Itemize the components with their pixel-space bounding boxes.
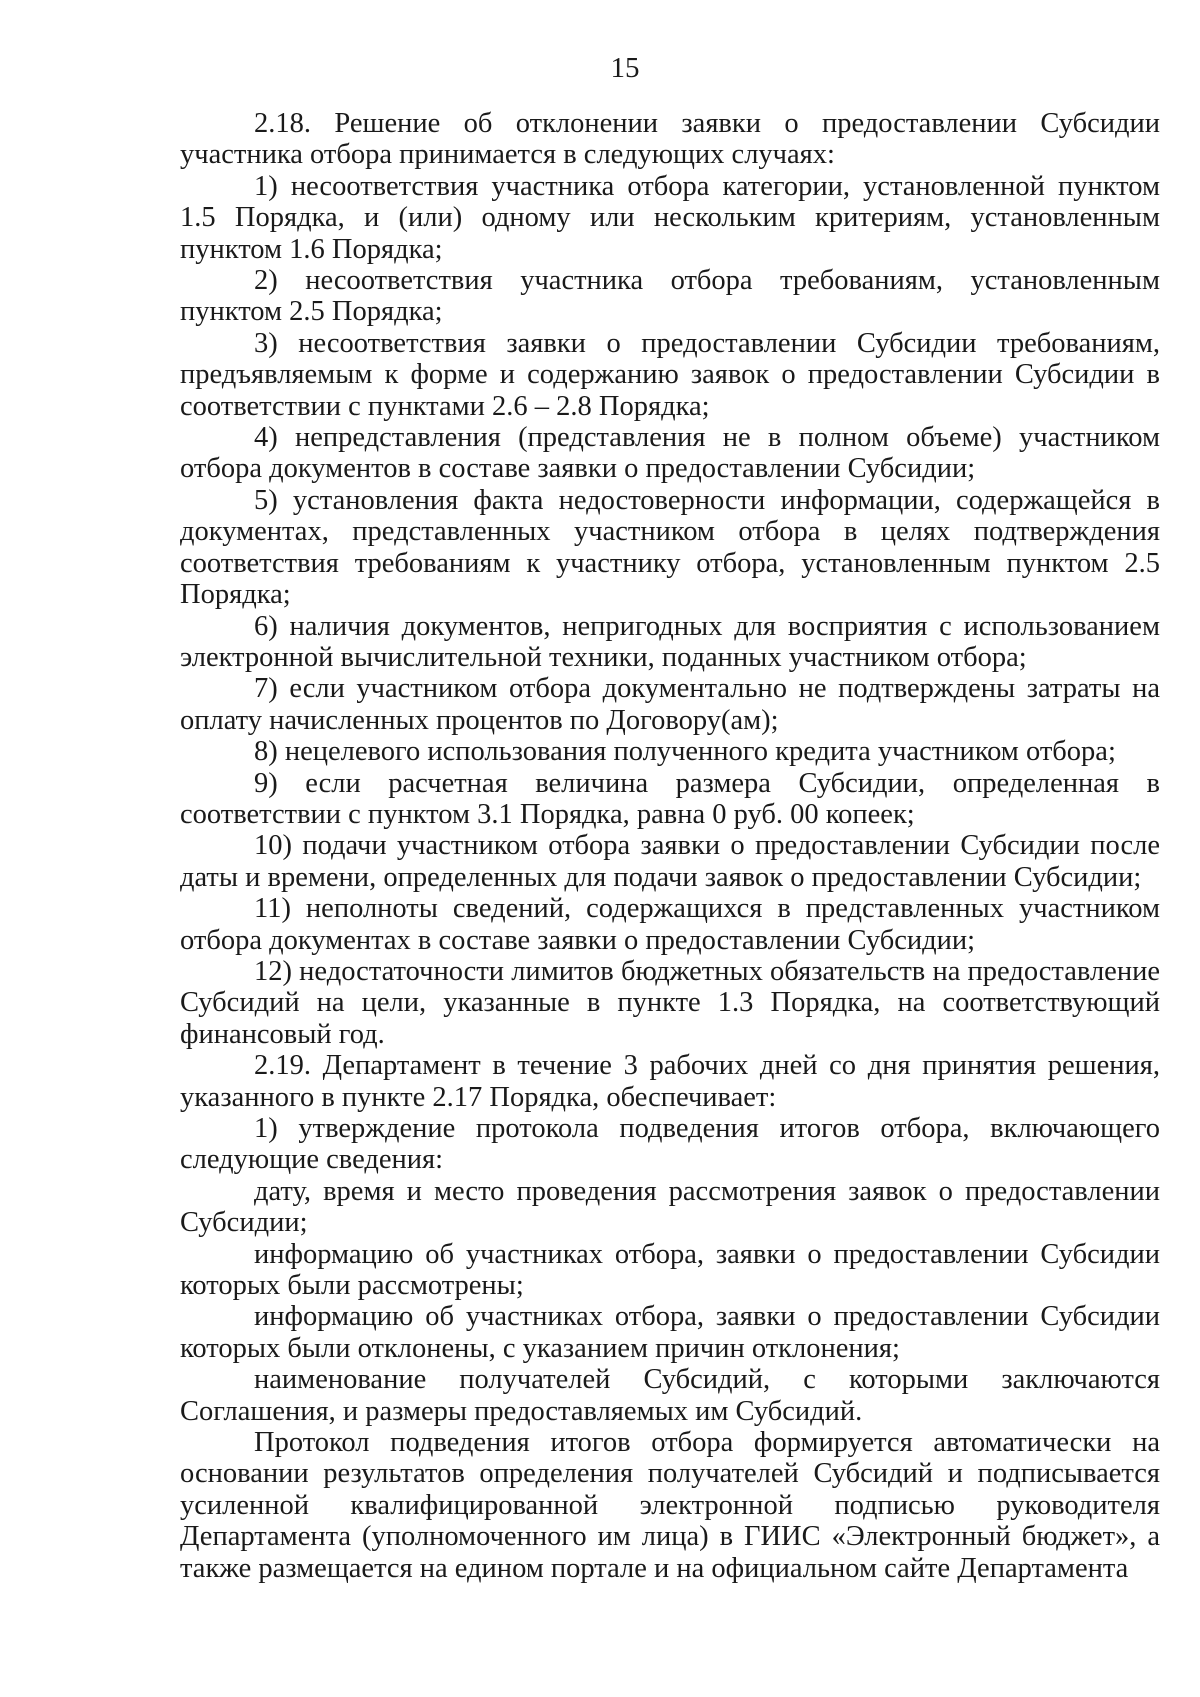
list-item: 2) несоответствия участника отбора требованиям, установленным пунктом 2.5 Порядка; [180,265,1160,328]
paragraph-protocol: Протокол подведения итогов отбора формируется автоматически на основании результатов определения получателей Субсидий и подписывается усиленной квалифицированной электронной подписью руководителя Департамента (уполномоченного им лица) в ГИИС «Электронный бюджет», а также размещается на едином портале и на официальном сайте Департамента [180,1427,1160,1584]
list-item: 11) неполноты сведений, содержащихся в представленных участником отбора документах в составе заявки о предоставлении Субсидии; [180,893,1160,956]
list-item: информацию об участниках отбора, заявки о предоставлении Субсидии которых были рассмотрены; [180,1238,1160,1302]
paragraph-2-19: 2.19. Департамент в течение 3 рабочих дней со дня принятия решения, указанного в пункте 2.17 Порядка, обеспечивает: [180,1050,1160,1113]
list-item: 1) утверждение протокола подведения итогов отбора, включающего следующие сведения: [180,1113,1160,1176]
paragraph-2-18: 2.18. Решение об отклонении заявки о предоставлении Субсидии участника отбора принимается в следующих случаях: [180,108,1160,171]
list-item: 12) недостаточности лимитов бюджетных обязательств на предоставление Субсидий на цели, указанные в пункте 1.3 Порядка, на соответствующий финансовый год. [180,955,1160,1050]
list-item: 4) непредставления (представления не в полном объеме) участником отбора документов в составе заявки о предоставлении Субсидии; [180,422,1160,485]
list-item: 9) если расчетная величина размера Субсидии, определенная в соответствии с пунктом 3.1 Порядка, равна 0 руб. 00 копеек; [180,767,1160,830]
list-item: 6) наличия документов, непригодных для восприятия с использованием электронной вычислительной техники, поданных участником отбора; [180,610,1160,673]
page-number: 15 [610,52,640,84]
document-body [180,108,1160,1584]
list-item: дату, время и место проведения рассмотрения заявок о предоставлении Субсидии; [180,1175,1160,1239]
list-item: 5) установления факта недостоверности информации, содержащейся в документах, представленных участником отбора в целях подтверждения соответствия требованиям к участнику отбора, установленным пунктом 2.5 Порядка; [180,484,1160,611]
list-item: 3) несоответствия заявки о предоставлении Субсидии требованиям, предъявляемым к форме и содержанию заявок о предоставлении Субсидии в соответствии с пунктами 2.6 – 2.8 Порядка; [180,327,1160,422]
list-item: 10) подачи участником отбора заявки о предоставлении Субсидии после даты и времени, определенных для подачи заявок о предоставлении Субсидии; [180,830,1160,893]
list-item: 8) нецелевого использования полученного кредита участником отбора; [254,736,1116,768]
list-item: наименование получателей Субсидий, с которыми заключаются Соглашения, и размеры предоставляемых им Субсидий. [180,1364,1160,1427]
list-item: 7) если участником отбора документально не подтверждены затраты на оплату начисленных процентов по Договору(ам); [180,673,1160,736]
list-item: 1) несоответствия участника отбора категории, установленной пунктом 1.5 Порядка, и (или) одному или нескольким критериям, установленным пунктом 1.6 Порядка; [180,170,1160,265]
list-item: информацию об участниках отбора, заявки о предоставлении Субсидии которых были отклонены, с указанием причин отклонения; [180,1301,1160,1364]
